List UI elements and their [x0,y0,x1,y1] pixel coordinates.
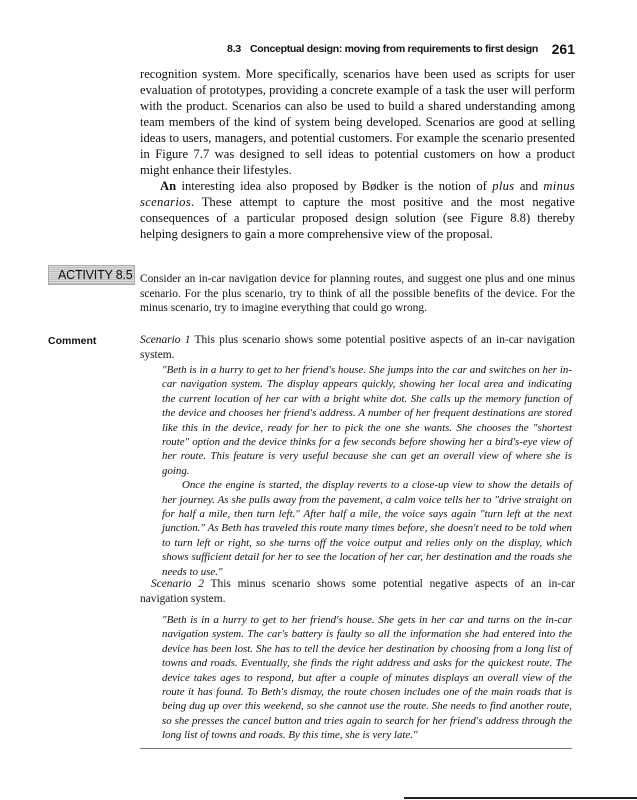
activity-label: ACTIVITY 8.5 [58,268,133,282]
body-paragraph-2 [140,178,575,242]
scenario-1-title: Scenario 1 [140,334,191,346]
paragraph-text: recognition system. More specifically, scenarios have been used as scripts for user evaluation of prototypes, providing a concrete example of a task the user will perform with the product. Scenarios can also be used to build a shared understanding among team members of the kind of system being developed. Scenarios are good at selling ideas to users, managers, and potential customers. For example the scenario presented in Figure 7.7 was designed to sell ideas to potential customers on how a product might enhance their lifestyles. [140,67,575,177]
paragraph-text-a: interesting idea also proposed by Bødker is the notion of [176,179,493,193]
scenario-1-intro-text: This plus scenario shows some potential positive aspects of an in-car navigation system. [140,334,575,361]
scenario-2-quote [162,613,572,743]
scenario-1-quote [162,363,572,579]
paragraph-text-b: . These attempt to capture the most positive and the most negative consequences of a particular proposed design solution (see Figure 8.8) thereby helping designers to gain a more comprehensive view of the proposal. [140,195,575,241]
plus-term: plus [492,179,515,193]
paragraph-and: and [514,179,544,193]
section-divider [140,748,572,749]
section-number: 8.3 [227,43,241,55]
paragraph-lead-word: An [160,179,177,193]
page-number: 261 [551,41,575,57]
body-paragraph-1 [140,66,575,178]
scenario-2-intro-text: This minus scenario shows some potential negative aspects of an in-car navigation system. [140,578,575,605]
scenario-2-title: Scenario 2 [151,578,204,590]
running-header [227,40,575,60]
activity-text: Consider an in-car navigation device for planning routes, and suggest one plus and one minus scenario. For the plus scenario, try to think of all the possible benefits of the device. For the minus scenario, try to imagine everything that could go wrong. [140,273,575,314]
scenario-1-quote-paragraph-2: Once the engine is started, the display reverts to a close-up view to show the details of her journey. As she pulls away from the pavement, a calm voice tells her to "drive straight on for half a mile, then turn left." After half a mile, the voice says again "turn left at the next junction." As Beth has traveled this route many times before, she doesn't need to be told when to turn left or right, so she turns off the voice output and relies only on the display, which shows sufficient detail for her to see the location of her car, her destination and the roads she needs to use." [162,479,572,578]
footer-rule [404,797,637,799]
section-title: Conceptual design: moving from requirements to first design [250,43,539,55]
comment-label: Comment [48,335,97,347]
scenario-1-intro [140,333,575,362]
scenario-2-quote-paragraph: "Beth is in a hurry to get to her friend's house. She gets in her car and turns on the in-car navigation system. The car's battery is faulty so all the information she had entered into the device has been lost. She has to tell the device her destination by choosing from a long list of towns and roads. Eventually, she finds the right address and asks for the quickest route. The device takes ages to respond, but after a couple of minutes displays an overall view of the route it has found. To Beth's dismay, the route chosen includes one of the main roads that is being dug up over this weekend, so she cannot use the route. She needs to find another route, so she presses the cancel button and tries again to search for her friend's address through the long list of towns and roads. By this time, she is very late." [162,614,572,742]
scenario-1-quote-paragraph-1: "Beth is in a hurry to get to her friend's house. She jumps into the car and switches on her in-car navigation system. The display appears quickly, showing her local area and indicating the current location of her car with a bright white dot. She calls up the memory function of the device and chooses her friend's address. A number of her frequent destinations are stored like this in the device, ready for her to pick the one she wants. She chooses the "shortest route" option and the device thinks for a few seconds before showing her a bird's-eye view of her route. This feature is very useful because she can get an overall view of where she is going. [162,364,572,477]
minus-term: minus scenarios [140,179,575,209]
activity-label-box [48,265,135,285]
scenario-2-intro [140,577,575,606]
